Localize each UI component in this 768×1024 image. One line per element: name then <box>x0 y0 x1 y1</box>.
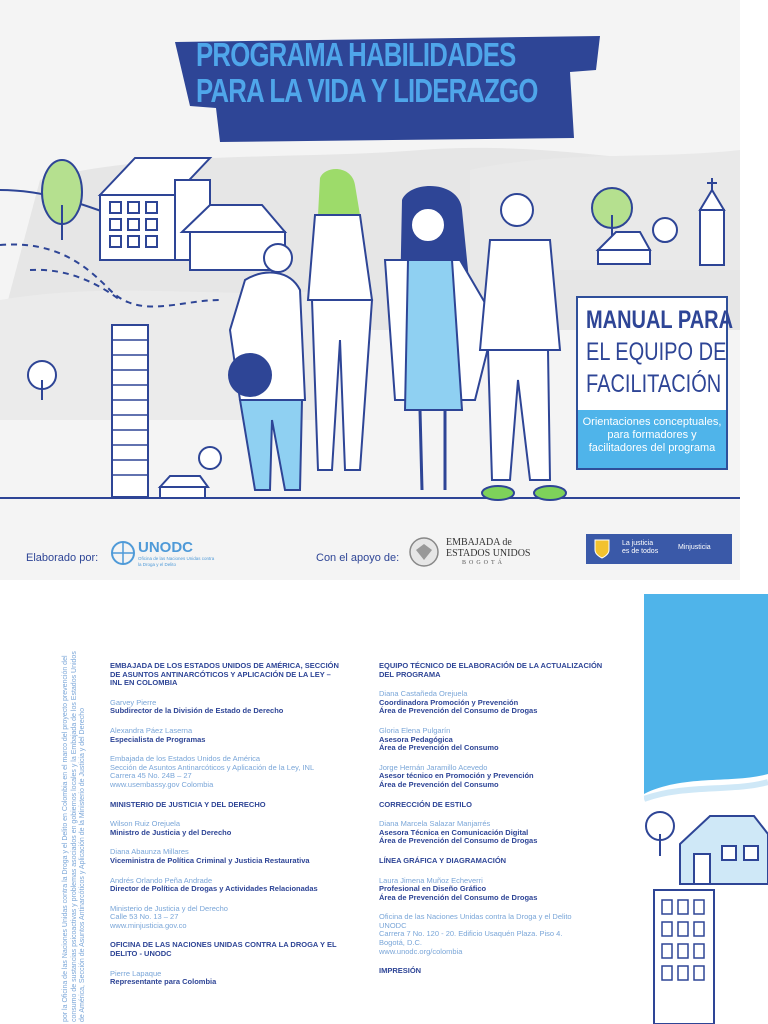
credit-block <box>379 727 609 753</box>
manual-subtitle: Orientaciones conceptuales, para formadores y facilitadores del programa <box>578 410 726 468</box>
back-cover-illustration <box>644 594 768 1024</box>
credit-role: Asesora Pedagógica Área de Prevención del Consumo <box>379 734 499 753</box>
credit-block <box>110 848 340 865</box>
credit-heading: EMBAJADA DE LOS ESTADOS UNIDOS DE AMÉRICA, SECCIÓN DE ASUNTOS ANTINARCÓTICOS Y APLICACIÓN DE LA LEY – INL EN COLOMBIA <box>110 661 339 688</box>
credit-heading: CORRECCIÓN DE ESTILO <box>379 799 472 809</box>
credit-name: Diana Abaunza Millares <box>110 847 189 857</box>
credit-block <box>379 913 609 956</box>
credit-heading: LÍNEA GRÁFICA Y DIAGRAMACIÓN <box>379 855 507 865</box>
credit-name: Gloria Elena Pulgarín <box>379 725 451 735</box>
embajada-line-3: BOGOTÁ <box>462 560 505 566</box>
credit-block <box>379 967 609 976</box>
credit-role: Profesional en Diseño Gráfico Área de Prevención del Consumo de Drogas <box>379 884 538 902</box>
manual-title-line-1: MANUAL PARA <box>586 306 734 334</box>
un-emblem-icon <box>110 540 136 566</box>
credit-block <box>110 905 340 931</box>
credit-block <box>379 820 609 846</box>
credit-role: Viceministra de Política Criminal y Justicia Restaurativa <box>110 855 310 865</box>
credit-heading: OFICINA DE LAS NACIONES UNIDAS CONTRA LA DROGA Y EL DELITO - UNODC <box>110 940 337 959</box>
back-cover-panel <box>644 594 768 1024</box>
credit-role: Coordinadora Promoción y Prevención Área de Prevención del Consumo de Drogas <box>379 697 538 716</box>
minjusticia-logo <box>586 534 732 564</box>
credit-role: Asesor técnico en Promoción y Prevención Área de Prevención del Consumo <box>379 771 534 789</box>
credit-block <box>110 801 340 810</box>
credits-left-column <box>110 662 340 998</box>
credit-block <box>110 941 340 958</box>
credit-block <box>110 970 340 987</box>
credit-role: Especialista de Programas <box>110 734 206 744</box>
credit-block <box>110 755 340 789</box>
credit-heading: MINISTERIO DE JUSTICIA Y DEL DERECHO <box>110 799 266 809</box>
credit-block <box>379 662 609 679</box>
credit-role: Director de Política de Drogas y Actividades Relacionadas <box>110 884 318 894</box>
credit-block <box>110 727 340 744</box>
credit-name: Garvey Pierre <box>110 697 157 707</box>
credit-block <box>110 820 340 837</box>
title-line-2: PARA LA VIDA Y LIDERAZGO <box>196 72 538 109</box>
credit-name: Pierre Lapaque <box>110 968 162 978</box>
credit-name: Alexandra Páez Laserna <box>110 725 193 735</box>
us-seal-icon <box>408 536 440 568</box>
credit-role: Subdirector de la División de Estado de Derecho <box>110 706 284 716</box>
manual-title-line-3: FACILITACIÓN <box>586 370 722 398</box>
manual-title-line-2: EL EQUIPO DE <box>586 338 727 366</box>
title-line-1: PROGRAMA HABILIDADES <box>196 36 516 73</box>
credit-block <box>379 764 609 790</box>
vertical-credit-text: por la Oficina de las Naciones Unidas contra la Droga y el Delito en Colombia en el marco del proyecto prevención del consumo de sustancias psicoactivas y problemas asociados en gobiernos locales y la Embajada de los Estados Unidos de América, Sección de Asuntos Antinarcóticos y Aplicación de la Ministerio de Justicia y del Derecho <box>62 651 86 1022</box>
credits-right-column <box>379 662 609 987</box>
justicia-line-1: La justicia <box>622 540 654 547</box>
credit-name: Laura Jimena Muñoz Echeverri <box>379 875 483 885</box>
credit-address: Embajada de los Estados Unidos de América Sección de Asuntos Antinarcóticos y Aplicación de la Ley, INL Carrera 45 No. 24B – 27 www.usembassy.gov Colombia <box>110 754 315 789</box>
justicia-line-2: es de todos <box>622 548 659 555</box>
credit-block <box>379 857 609 866</box>
credit-role: Representante para Colombia <box>110 977 217 987</box>
credit-role: Asesora Técnica en Comunicación Digital Área de Prevención del Consumo de Drogas <box>379 827 538 846</box>
minjusticia-text: Minjusticia <box>678 544 711 551</box>
credit-block <box>110 699 340 716</box>
apoyo-label: Con el apoyo de: <box>316 552 400 564</box>
credit-name: Diana Castañeda Orejuela <box>379 689 468 699</box>
elaborado-label: Elaborado por: <box>26 552 99 564</box>
credit-name: Jorge Hernán Jaramillo Acevedo <box>379 762 488 772</box>
unodc-logo-subtext: Oficina de las Naciones Unidas contra la Droga y el Delito <box>138 556 215 567</box>
credit-address: Ministerio de Justicia y del Derecho Calle 53 No. 13 – 27 www.minjusticia.gov.co <box>110 903 228 930</box>
credit-address: Oficina de las Naciones Unidas contra la Droga y el Delito UNODC Carrera 7 No. 120 - 20. Edificio Usaquén Plaza. Piso 4. Bogotá, D.C. www.unodc.org/colombia <box>379 912 572 956</box>
credit-role: Ministro de Justicia y del Derecho <box>110 827 232 837</box>
credit-block <box>110 877 340 894</box>
credit-heading: EQUIPO TÉCNICO DE ELABORACIÓN DE LA ACTUALIZACIÓN DEL PROGRAMA <box>379 661 603 679</box>
credit-heading: IMPRESIÓN <box>379 966 422 976</box>
credit-name: Andrés Orlando Peña Andrade <box>110 875 213 885</box>
credit-block <box>379 690 609 716</box>
credit-block <box>379 801 609 810</box>
credit-name: Wilson Ruiz Orejuela <box>110 819 181 829</box>
manual-box <box>576 296 734 470</box>
credits-page <box>0 580 768 1024</box>
credit-name: Diana Marcela Salazar Manjarrés <box>379 819 491 829</box>
colombia-shield-icon <box>592 538 612 560</box>
credit-block <box>379 877 609 903</box>
embajada-line-1: EMBAJADA de <box>446 537 512 548</box>
unodc-logo-text: UNODC <box>138 539 193 556</box>
embajada-line-2: ESTADOS UNIDOS <box>446 548 531 559</box>
credit-block <box>110 662 340 688</box>
